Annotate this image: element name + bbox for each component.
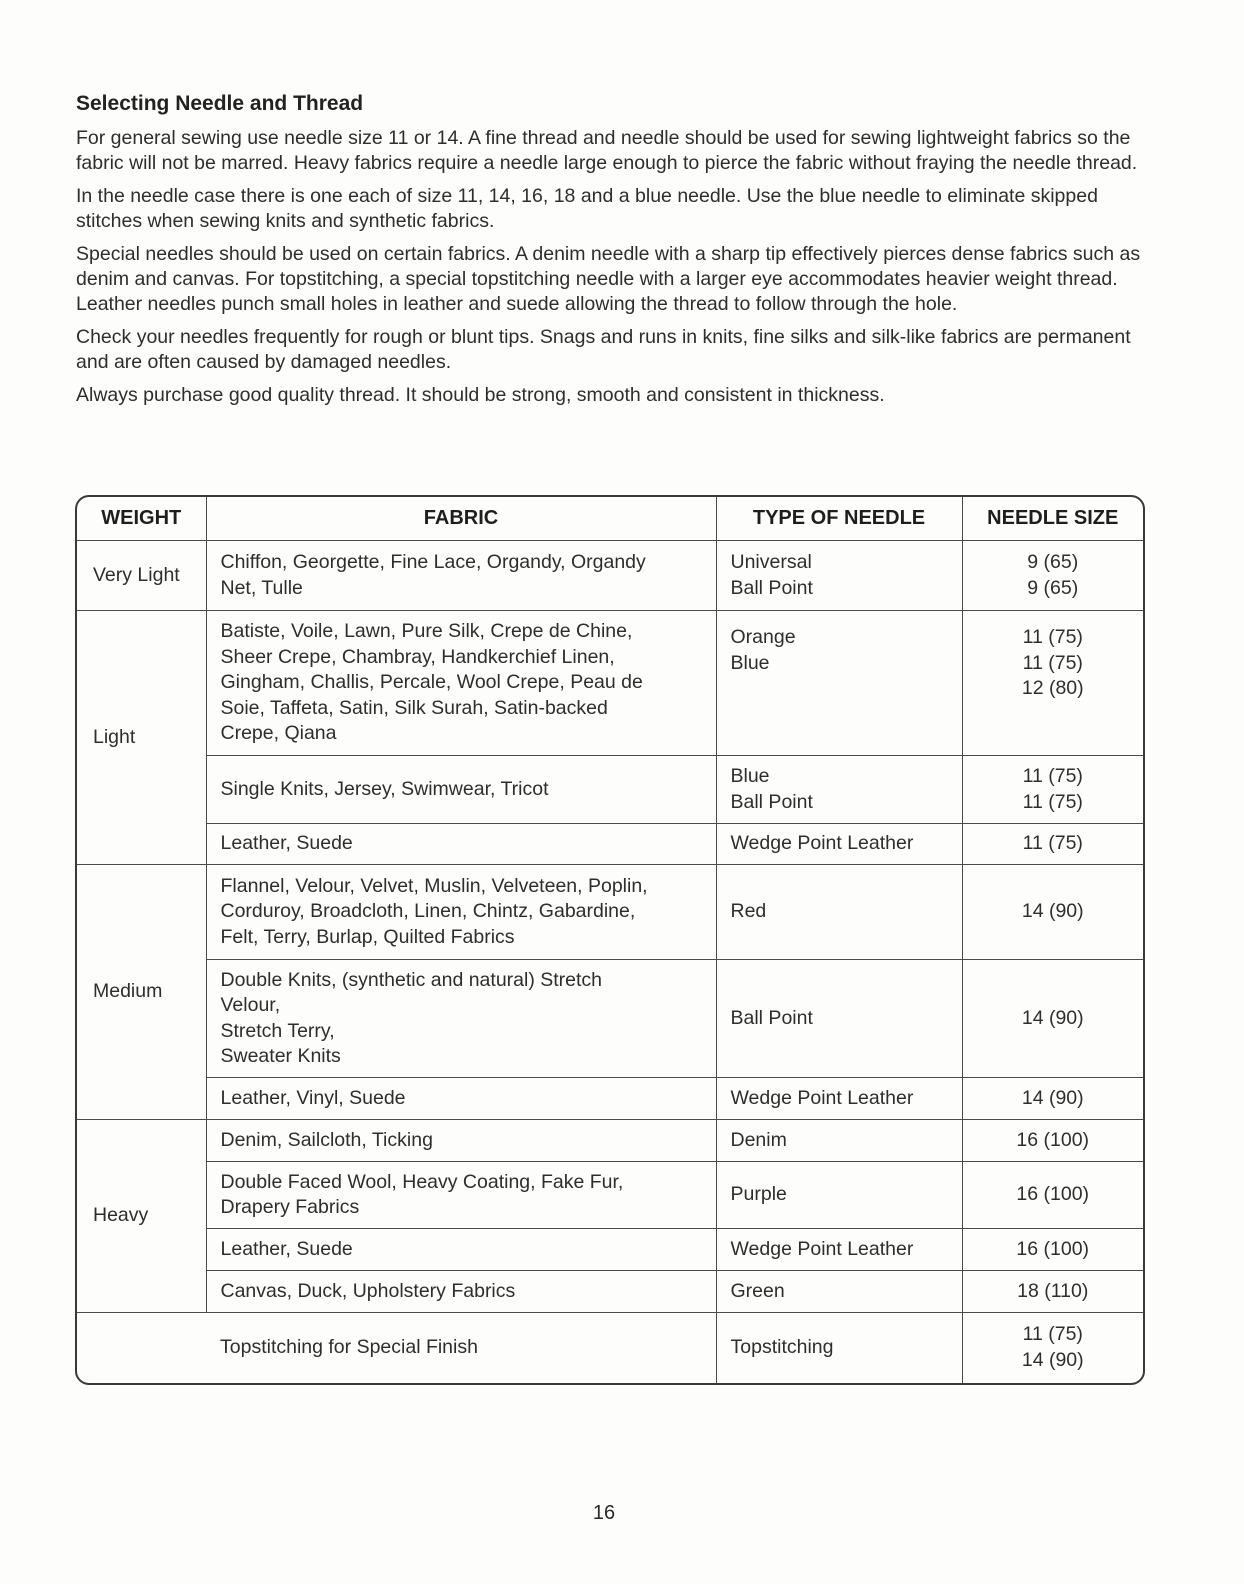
size-cell: 16 (100) xyxy=(962,1229,1143,1271)
needle-cell: Purple xyxy=(716,1162,962,1229)
paragraph-check-needles: Check your needles frequently for rough or blunt tips. Snags and runs in knits, fine silks and silk-like fabrics are permanent and are often caused by damaged needles. xyxy=(76,326,1131,373)
size-cell: 16 (100) xyxy=(962,1162,1143,1229)
page-number: 16 xyxy=(592,1502,616,1524)
fabric-cell xyxy=(206,865,716,960)
header-fabric: FABRIC xyxy=(206,497,716,541)
fabric-cell: Canvas, Duck, Upholstery Fabrics xyxy=(206,1271,716,1313)
fabric-line: Drapery Fabrics xyxy=(220,1196,360,1218)
size-cell xyxy=(962,541,1143,611)
paragraph-special-needles: Special needles should be used on certain fabrics. A denim needle with a sharp tip effectively pierces dense fabrics such as denim and canvas. For topstitching, a special topstitching needle with a larger eye accommodates heavier weight thread. Leather needles punch small holes in leather and suede allowing the thread to follow through the hole. xyxy=(76,243,1141,315)
table-row xyxy=(77,541,1143,611)
needle-cell: Topstitching xyxy=(716,1313,962,1383)
weight-very-light: Very Light xyxy=(77,541,206,611)
table-row xyxy=(77,960,1143,1078)
fabric-line: Topstitching for Special Finish xyxy=(220,1336,478,1358)
table-row xyxy=(77,1313,1143,1383)
fabric-cell: Single Knits, Jersey, Swimwear, Tricot xyxy=(206,756,716,824)
needle-cell: Ball Point xyxy=(716,960,962,1078)
paragraph-general-sewing: For general sewing use needle size 11 or 14. A fine thread and needle should be used for sewing lightweight fabrics so the fabric will not be marred. Heavy fabrics require a needle large enough to pierce the fabric without fraying the needle thread. xyxy=(76,127,1138,174)
fabric-line: Double Knits, (synthetic and natural) Stretch xyxy=(220,968,603,991)
fabric-line: Sweater Knits xyxy=(220,1045,341,1067)
table-row xyxy=(77,824,1143,865)
header-type-of-needle: TYPE OF NEEDLE xyxy=(716,497,962,541)
fabric-line: Soie, Taffeta, Satin, Silk Surah, Satin-backed xyxy=(220,696,608,719)
needle-thread-table xyxy=(77,497,1143,1383)
needle-cell: Green xyxy=(716,1271,962,1313)
table-row xyxy=(77,1229,1143,1271)
fabric-cell: Leather, Vinyl, Suede xyxy=(206,1078,716,1120)
page-content xyxy=(76,92,1144,416)
fabric-line: Chiffon, Georgette, Fine Lace, Organdy, Organdy xyxy=(220,551,646,573)
fabric-line: Double Faced Wool, Heavy Coating, Fake Fur, xyxy=(220,1170,624,1193)
size-cell: 14 (90) xyxy=(962,1078,1143,1120)
fabric-line: Velour, xyxy=(220,994,281,1016)
needle-line: Ball Point xyxy=(730,790,813,813)
size-cell xyxy=(962,1313,1143,1383)
needle-cell: Wedge Point Leather xyxy=(716,1229,962,1271)
fabric-line: Crepe, Qiana xyxy=(220,722,337,745)
needle-cell: Red xyxy=(716,865,962,960)
size-line: 14 (90) xyxy=(1021,1348,1084,1371)
size-cell: 14 (90) xyxy=(962,960,1143,1078)
needle-thread-table-frame xyxy=(75,495,1145,1385)
fabric-line: Gingham, Challis, Percale, Wool Crepe, Peau de xyxy=(220,671,643,694)
fabric-cell xyxy=(206,541,716,611)
fabric-line: Felt, Terry, Burlap, Quilted Fabrics xyxy=(220,925,515,948)
needle-cell: Wedge Point Leather xyxy=(716,1078,962,1120)
fabric-cell-topstitching xyxy=(77,1313,716,1383)
size-line: 12 (80) xyxy=(1021,677,1084,699)
table-row xyxy=(77,1162,1143,1229)
needle-cell: Denim xyxy=(716,1120,962,1162)
size-line: 9 (65) xyxy=(1027,551,1079,573)
needle-cell xyxy=(716,611,962,756)
paragraph-needle-case: In the needle case there is one each of size 11, 14, 16, 18 and a blue needle. Use the blue needle to eliminate skipped stitches when sewing knits and synthetic fabrics. xyxy=(76,185,1098,232)
size-cell xyxy=(962,611,1143,756)
fabric-cell xyxy=(206,960,716,1078)
needle-line: Universal xyxy=(730,551,812,573)
table-row xyxy=(77,1271,1143,1313)
table-row xyxy=(77,1078,1143,1120)
size-line: 11 (75) xyxy=(1022,765,1083,787)
size-cell: 11 (75) xyxy=(962,824,1143,865)
fabric-line: Sheer Crepe, Chambray, Handkerchief Linen, xyxy=(220,645,615,668)
table-row xyxy=(77,1120,1143,1162)
header-weight: WEIGHT xyxy=(77,497,206,541)
fabric-cell xyxy=(206,611,716,756)
table-row xyxy=(77,756,1143,824)
size-cell: 18 (110) xyxy=(962,1271,1143,1313)
fabric-line: Net, Tulle xyxy=(220,576,303,599)
fabric-line: Flannel, Velour, Velvet, Muslin, Velveteen, Poplin, xyxy=(220,874,648,897)
table-row xyxy=(77,865,1143,960)
size-line: 11 (75) xyxy=(1022,626,1083,648)
weight-heavy: Heavy xyxy=(77,1120,206,1313)
size-line: 11 (75) xyxy=(1022,651,1083,674)
needle-line: Blue xyxy=(730,765,770,787)
needle-cell: Wedge Point Leather xyxy=(716,824,962,865)
table-row xyxy=(77,611,1143,756)
size-line: 11 (75) xyxy=(1022,790,1083,813)
paragraph-thread-quality: Always purchase good quality thread. It should be strong, smooth and consistent in thickness. xyxy=(76,384,885,406)
needle-line: Blue xyxy=(730,651,770,674)
needle-cell xyxy=(716,756,962,824)
section-title: Selecting Needle and Thread xyxy=(76,92,364,115)
size-cell xyxy=(962,756,1143,824)
needle-line: Orange xyxy=(730,626,796,648)
fabric-cell: Leather, Suede xyxy=(206,1229,716,1271)
fabric-cell xyxy=(206,1162,716,1229)
size-cell: 14 (90) xyxy=(962,865,1143,960)
weight-medium: Medium xyxy=(77,865,206,1120)
fabric-line: Stretch Terry, xyxy=(220,1019,335,1042)
needle-cell xyxy=(716,541,962,611)
size-cell: 16 (100) xyxy=(962,1120,1143,1162)
weight-light: Light xyxy=(77,611,206,865)
fabric-line: Batiste, Voile, Lawn, Pure Silk, Crepe de Chine, xyxy=(220,620,633,643)
table-header-row xyxy=(77,497,1143,541)
needle-line: Ball Point xyxy=(730,576,813,599)
size-line: 9 (65) xyxy=(1027,576,1079,599)
fabric-cell: Leather, Suede xyxy=(206,824,716,865)
fabric-cell: Denim, Sailcloth, Ticking xyxy=(206,1120,716,1162)
fabric-line: Corduroy, Broadcloth, Linen, Chintz, Gabardine, xyxy=(220,900,636,923)
header-needle-size: NEEDLE SIZE xyxy=(962,497,1143,541)
size-line: 11 (75) xyxy=(1022,1323,1083,1346)
